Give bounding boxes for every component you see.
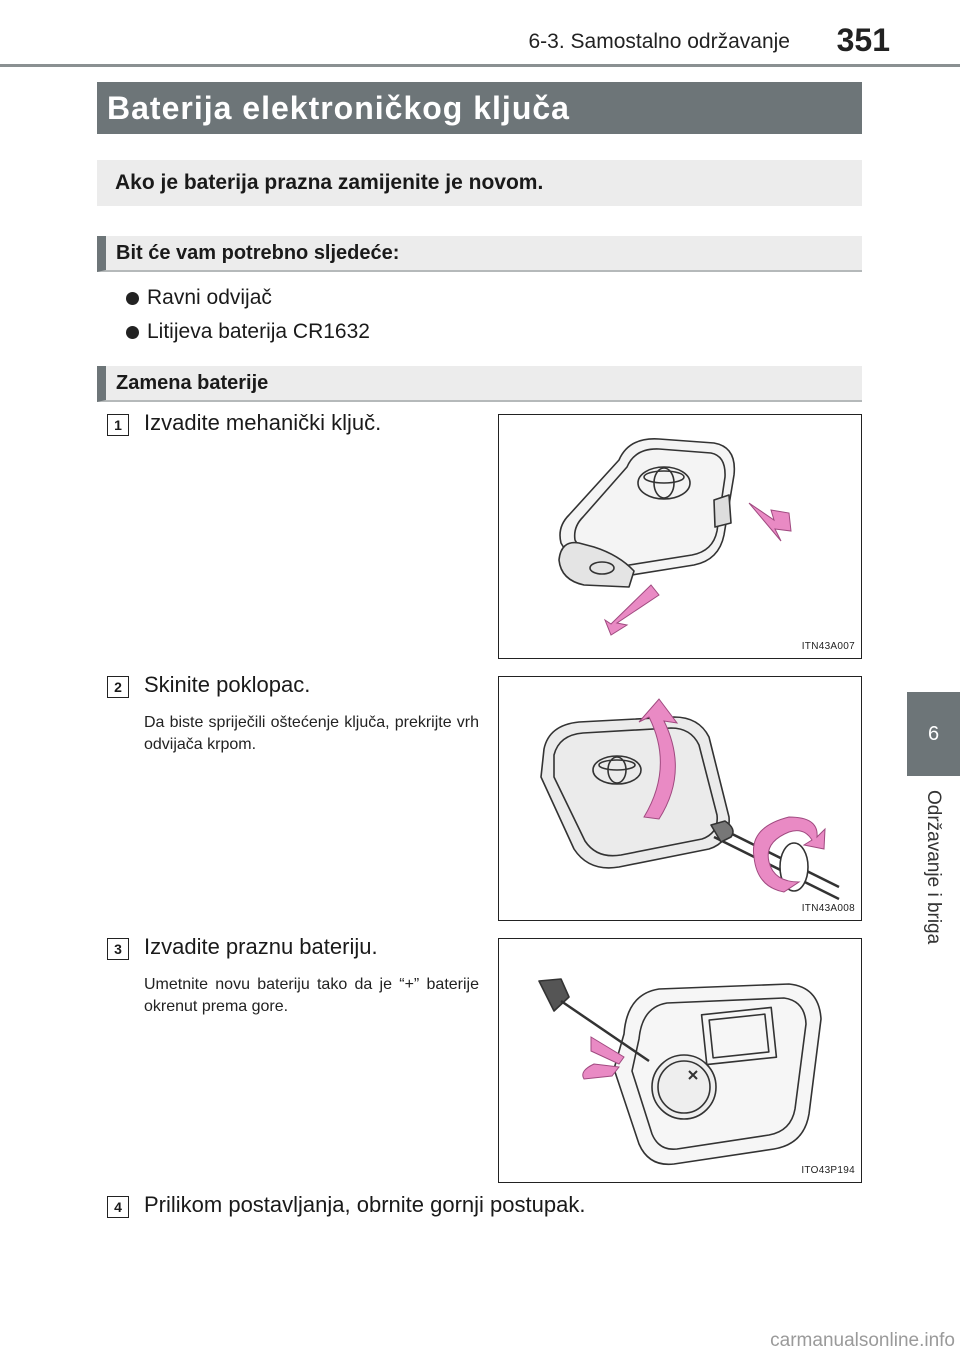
chapter-title-vertical — [908, 790, 958, 970]
figure-remove-battery — [498, 938, 862, 1183]
summary-box: Ako je baterija prazna zamijenite je novom. — [97, 160, 862, 206]
chapter-tab[interactable] — [907, 692, 960, 776]
chapter-number: 6 — [927, 722, 940, 745]
battery-removal-illustration — [499, 939, 863, 1184]
header-rule — [0, 64, 960, 67]
bullet-icon — [126, 292, 139, 305]
replacement-heading: Zamena baterije — [97, 366, 862, 402]
step-number-badge: 4 — [107, 1196, 129, 1218]
needed-item — [126, 286, 272, 310]
figure-code: ITO43P194 — [801, 1165, 855, 1176]
step-number-badge: 3 — [107, 938, 129, 960]
figure-code: ITN43A008 — [801, 903, 855, 914]
bullet-icon — [126, 326, 139, 339]
cover-removal-illustration — [499, 677, 863, 922]
step-text: Skinite poklopac. — [144, 672, 311, 697]
step-note: Umetnite novu bateriju tako da je “+” baterije okrenut prema gore. — [144, 976, 479, 1015]
needed-item — [126, 320, 370, 344]
needed-item-label: Litijeva baterija CR1632 — [147, 320, 370, 343]
page-number: 351 — [836, 22, 890, 58]
watermark: carmanualsonline.info — [770, 1330, 955, 1351]
step-text: Izvadite mehanički ključ. — [144, 410, 382, 435]
figure-code: ITN43A007 — [801, 641, 855, 652]
step-number-badge: 1 — [107, 414, 129, 436]
step-text: Prilikom postavljanja, obrnite gornji postupak. — [144, 1192, 586, 1217]
step-note: Da biste spriječili oštećenje ključa, prekrijte vrh odvijača krpom. — [144, 714, 479, 753]
key-fob-illustration — [499, 415, 863, 660]
running-head: 6-3. Samostalno održavanje — [528, 30, 790, 53]
step-text: Izvadite praznu bateriju. — [144, 934, 378, 959]
figure-remove-cover — [498, 676, 862, 921]
figure-remove-mechanical-key — [498, 414, 862, 659]
needed-item-label: Ravni odvijač — [147, 286, 272, 309]
needed-heading: Bit će vam potrebno sljedeće: — [97, 236, 862, 272]
chapter-title: Održavanje i briga — [923, 790, 944, 945]
section-title: Baterija elektroničkog ključa — [97, 82, 862, 134]
step-number-badge: 2 — [107, 676, 129, 698]
